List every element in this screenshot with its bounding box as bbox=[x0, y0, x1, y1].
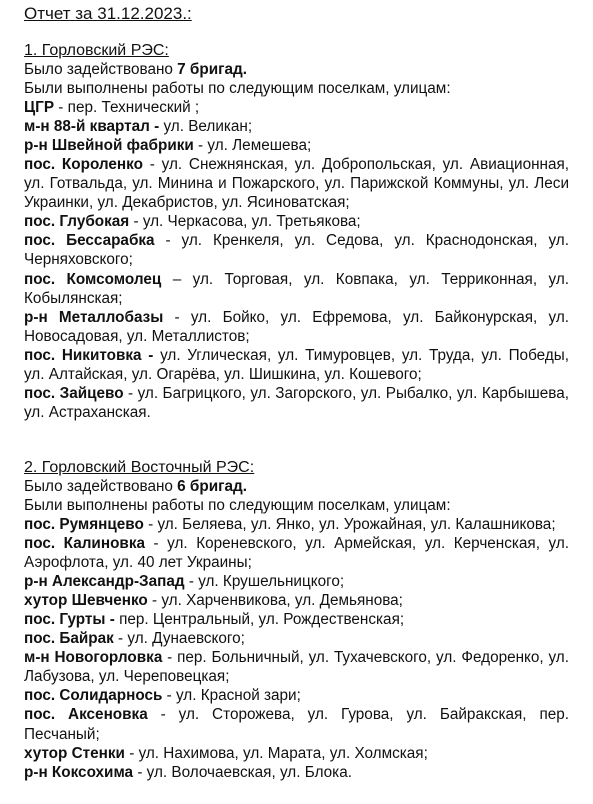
list-item bbox=[24, 231, 569, 269]
street-list: - ул. Кореневского, ул. Армейская, ул. Керченская, ул. Аэрофлота, ул. 40 лет Украины; bbox=[24, 535, 569, 572]
street-list: - ул. Снежнянская, ул. Добропольская, ул. Авиационная, ул. Готвальда, ул. Минина и Пожарского, ул. Парижской Коммуны, ул. Леси Украинки, ул. Декабристов, ул. Ясиноватская; bbox=[24, 156, 570, 212]
list-item bbox=[24, 648, 569, 686]
report-document bbox=[0, 4, 593, 782]
street-list: - пер. Больничный, ул. Тухачевского, ул. Федоренко, ул. Лабузова, ул. Череповецкая; bbox=[24, 649, 569, 686]
place-name: пос. Калиновка bbox=[24, 535, 145, 553]
list-item bbox=[24, 744, 569, 763]
place-name: пос. Комсомолец bbox=[24, 270, 162, 288]
place-name: пос. Гурты - bbox=[24, 611, 115, 629]
list-item bbox=[24, 308, 569, 346]
place-name: пос. Зайцево bbox=[24, 384, 124, 402]
street-list: - ул. Беляева, ул. Янко, ул. Урожайная, ул. Калашникова; bbox=[143, 515, 556, 533]
place-name: пос. Байрак bbox=[24, 630, 114, 648]
brigades-line bbox=[24, 477, 569, 496]
list-item bbox=[24, 591, 569, 610]
place-name: пос. Никитовка - bbox=[24, 346, 154, 364]
brigades-count: 6 бригад. bbox=[177, 477, 247, 495]
street-list: - пер. Технический ; bbox=[54, 99, 200, 117]
place-name: ЦГР bbox=[24, 99, 55, 117]
place-name: пос. Короленко bbox=[24, 156, 143, 174]
place-name: р-н Коксохима bbox=[24, 763, 134, 781]
section-heading: 2. Горловский Восточный РЭС: bbox=[24, 458, 255, 476]
brigades-count: 7 бригад. bbox=[177, 61, 247, 78]
place-name: р-н Александр-Запад bbox=[24, 573, 185, 591]
list-item bbox=[24, 117, 569, 136]
list-item bbox=[24, 98, 569, 117]
list-item bbox=[24, 686, 569, 705]
street-list: - ул. Дунаевского; bbox=[113, 630, 245, 648]
street-list: - ул. Бойко, ул. Ефремова, ул. Байконурская, ул. Новосадовая, ул. Металлистов; bbox=[24, 308, 569, 345]
section-gorlovsky-res bbox=[24, 42, 569, 422]
place-name: пос. Солидарнось bbox=[24, 687, 163, 705]
place-name: м-н 88-й квартал - bbox=[24, 118, 160, 136]
list-item bbox=[24, 212, 569, 231]
place-name: пос. Глубокая bbox=[24, 213, 130, 231]
street-list: - ул. Багрицкого, ул. Загорского, ул. Рыбалко, ул. Карбышева, ул. Астраханская. bbox=[24, 384, 569, 421]
list-item bbox=[24, 136, 569, 155]
list-item bbox=[24, 384, 569, 422]
list-item bbox=[24, 705, 569, 743]
street-list: - ул. Черкасова, ул. Третьякова; bbox=[129, 213, 361, 231]
brigades-line bbox=[24, 60, 569, 79]
street-list: - ул. Крушельницкого; bbox=[184, 573, 345, 591]
list-item bbox=[24, 572, 569, 591]
place-name: хутор Шевченко bbox=[24, 592, 148, 610]
section-spacer bbox=[24, 422, 569, 459]
place-name: пос. Румянцево bbox=[24, 515, 144, 533]
place-name: пос. Аксеновка bbox=[24, 706, 148, 724]
place-name: р-н Металлобазы bbox=[24, 308, 164, 326]
list-item bbox=[24, 270, 569, 308]
street-list: - ул. Красной зари; bbox=[162, 687, 301, 705]
street-list: – ул. Торговая, ул. Ковпака, ул. Терриконная, ул. Кобылянская; bbox=[24, 270, 569, 307]
street-list: ул. Углическая, ул. Тимуровцев, ул. Труда, ул. Победы, ул. Алтайская, ул. Огарёва, ул. Шишкина, ул. Кошевого; bbox=[24, 346, 570, 383]
list-item bbox=[24, 515, 569, 534]
street-list: ул. Великан; bbox=[159, 118, 253, 136]
list-item bbox=[24, 155, 569, 212]
street-list: пер. Центральный, ул. Рождественская; bbox=[114, 611, 405, 629]
section-gorlovsky-vostochny-res bbox=[24, 459, 569, 782]
place-name: м-н Новогорловка bbox=[24, 649, 163, 667]
street-list: - ул. Кренкеля, ул. Седова, ул. Краснодонская, ул. Черняховского; bbox=[24, 232, 569, 269]
section-heading: 1. Горловский РЭС: bbox=[24, 42, 169, 59]
place-name: хутор Стенки bbox=[24, 744, 125, 762]
report-title: Отчет за 31.12.2023.: bbox=[24, 4, 192, 23]
brigades-prefix: Было задействовано bbox=[24, 477, 178, 495]
street-list: - ул. Нахимова, ул. Марата, ул. Холмская; bbox=[124, 744, 428, 762]
list-item bbox=[24, 346, 569, 384]
street-list: - ул. Лемешева; bbox=[193, 137, 312, 155]
intro-line: Были выполнены работы по следующим поселкам, улицам: bbox=[24, 496, 451, 514]
list-item bbox=[24, 629, 569, 648]
place-name: р-н Швейной фабрики bbox=[24, 137, 194, 155]
intro-line: Были выполнены работы по следующим поселкам, улицам: bbox=[24, 80, 451, 98]
list-item bbox=[24, 763, 569, 782]
place-name: пос. Бессарабка bbox=[24, 232, 155, 250]
brigades-prefix: Было задействовано bbox=[24, 61, 178, 78]
list-item bbox=[24, 610, 569, 629]
street-list: - ул. Волочаевская, ул. Блока. bbox=[133, 763, 352, 781]
street-list: - ул. Сторожева, ул. Гурова, ул. Байракская, пер. Песчаный; bbox=[24, 706, 569, 743]
list-item bbox=[24, 534, 569, 572]
street-list: - ул. Харченвикова, ул. Демьянова; bbox=[147, 592, 403, 610]
